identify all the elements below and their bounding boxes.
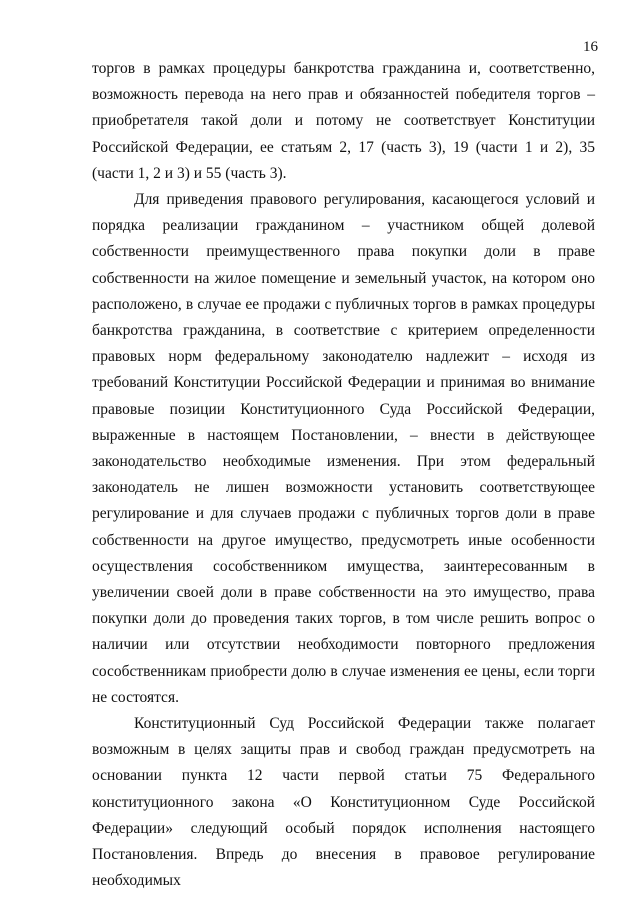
- paragraph-legislative-recommendation: Для приведения правового регулирования, касающегося условий и порядка реализации гражданином – участником общей долевой собственности преимущественного права покупки доли в праве собственности на жилое помещение и земельный участок, на котором оно расположено, в случае ее продажи с публичных торгов в рамках процедуры банкротства гражданина, в соответствие с критерием определенности правовых норм федеральному законодателю надлежит – исходя из требований Конституции Российской Федерации и принимая во внимание правовые позиции Конституционного Суда Российской Федерации, выраженные в настоящем Постановлении, – внести в действующее законодательство необходимые изменения. При этом федеральный законодатель не лишен возможности установить соответствующее регулирование и для случаев продажи с публичных торгов доли в праве собственности на другое имущество, предусмотреть иные особенности осуществления сособственником имущества, заинтересованным в увеличении своей доли в праве собственности на это имущество, права покупки доли до проведения таких торгов, в том числе решить вопрос о наличии или отсутствии необходимости повторного предложения сособственникам приобрести долю в случае изменения ее цены, если торги не состоятся.: [92, 191, 595, 706]
- paragraph-execution-procedure: Конституционный Суд Российской Федерации также полагает возможным в целях защиты прав и свобод граждан предусмотреть на основании пункта 12 части первой статьи 75 Федерального конституционного закона «О Конституционном Суде Российской Федерации» следующий особый порядок исполнения настоящего Постановления. Впредь до внесения в правовое регулирование необходимых: [92, 715, 595, 890]
- body-text: [92, 56, 595, 895]
- paragraph-continuation: торгов в рамках процедуры банкротства гражданина и, соответственно, возможность перевода на него прав и обязанностей победителя торгов – приобретателя такой доли и потому не соответствует Конституции Российской Федерации, ее статьям 2, 17 (часть 3), 19 (части 1 и 2), 35 (части 1, 2 и 3) и 55 (часть 3).: [92, 60, 595, 182]
- page-number: 16: [583, 39, 598, 55]
